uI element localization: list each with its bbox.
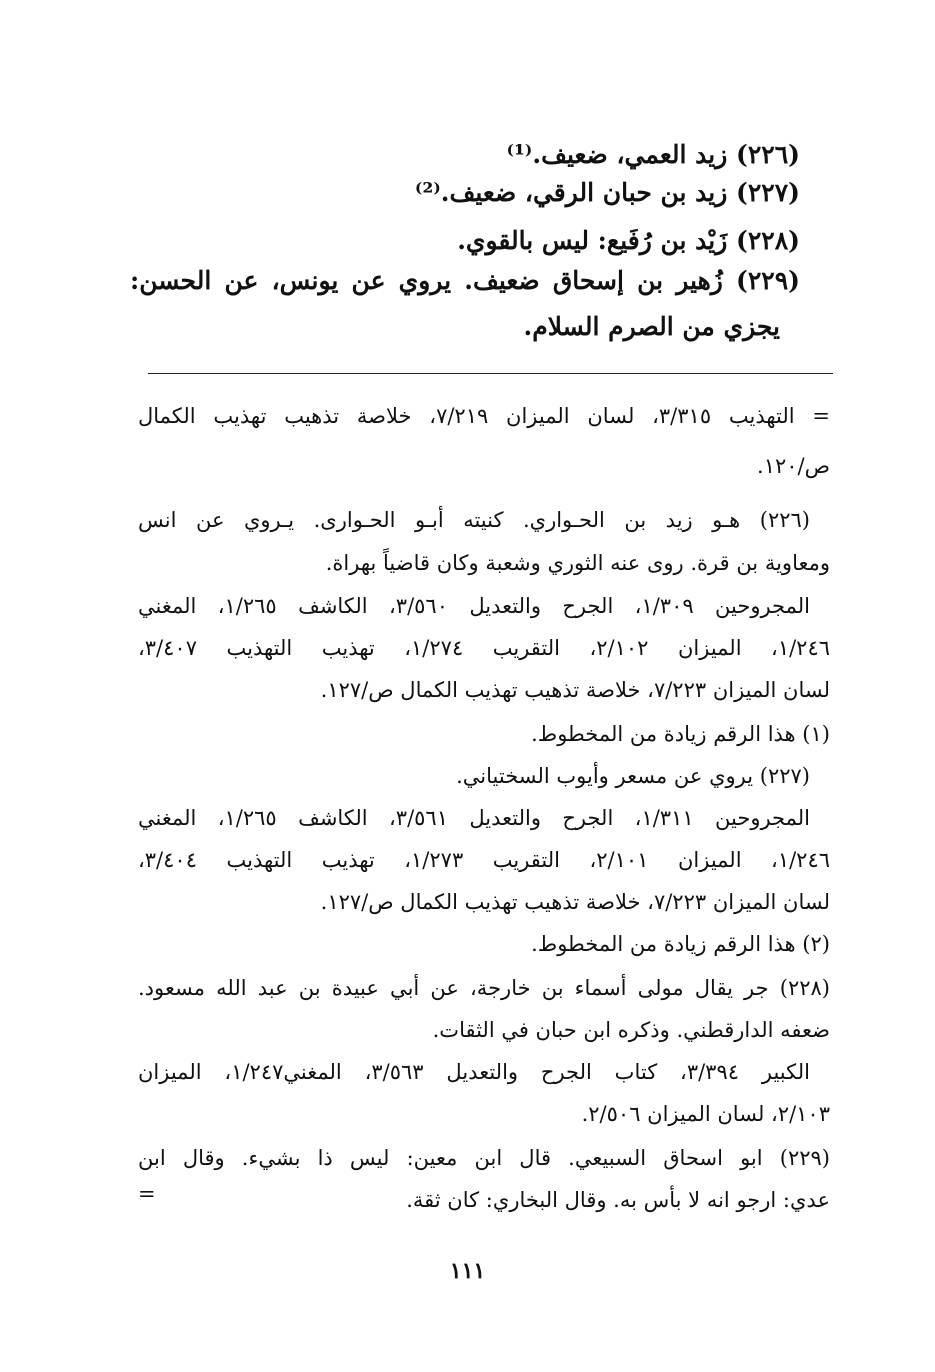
footnote-line: لسان الميزان ٧/٢٢٣، خلاصة تذهيب تهذيب الكمال ص/١٢٧.: [320, 678, 830, 702]
footnote-line: ص/١٢٠.: [757, 454, 830, 478]
footnote-227: (٢٢٧) يروي عن مسعر وأيوب السختياني.: [456, 764, 810, 788]
footnote-line: ١/٢٤٦، الميزان ٢/١٠١، التقريب ١/٢٧٣، تهذيب التهذيب ٣/٤٠٤،: [138, 848, 831, 872]
footnote-line: ومعاوية بن قرة. روى عنه الثوري وشعبة وكان قاضياً بهراة.: [325, 551, 830, 575]
footnote-226: (٢٢٦) هـو زيد بن الحـواري. كنيته أبـو الحـوارى. يـروي عن انس: [138, 508, 810, 532]
footnote-line: ١/٢٤٦، الميزان ٢/١٠٢، التقريب ١/٢٧٤، تهذيب التهذيب ٣/٤٠٧،: [138, 636, 831, 660]
footnote-line: ٢/١٠٣، لسان الميزان ٢/٥٠٦.: [581, 1102, 830, 1126]
footnote-228: (٢٢٨) جر يقال مولى أسماء بن خارجة، عن أبي عبيدة بن عبد الله مسعود.: [138, 976, 830, 1000]
entry-227: (٢٢٧) زيد بن حبان الرقي، ضعيف.⁽²⁾: [414, 178, 800, 207]
footnote-1: (١) هذا الرقم زيادة من المخطوط.: [531, 722, 830, 746]
entry-229-continuation: يجزي من الصرم السلام.: [523, 312, 780, 341]
footnote-line: لسان الميزان ٧/٢٢٣، خلاصة تذهيب تهذيب الكمال ص/١٢٧.: [320, 890, 830, 914]
entry-229: (٢٢٩) زُهير بن إسحاق ضعيف. يروي عن يونس، عن الحسن:: [130, 266, 800, 295]
footnote-line: = التهذيب ٣/٣١٥، لسان الميزان ٧/٢١٩، خلاصة تذهيب تهذيب الكمال: [138, 404, 831, 428]
page-number: ١١١: [449, 1258, 486, 1284]
footnote-line: ضعفه الدارقطني. وذكره ابن حبان في الثقات.: [432, 1018, 830, 1042]
footnote-229: (٢٢٩) ابو اسحاق السبيعي. قال ابن معين: ليس ذا بشيء. وقال ابن: [138, 1146, 830, 1170]
entry-228: (٢٢٨) زَيْد بن رُفَيع: ليس بالقوي.: [457, 226, 800, 255]
footnote-2: (٢) هذا الرقم زيادة من المخطوط.: [531, 932, 830, 956]
entry-226: (٢٢٦) زيد العمي، ضعيف.⁽¹⁾: [506, 140, 800, 169]
continuation-marker: =: [138, 1182, 156, 1206]
footnote-line: المجروحين ١/٣١١، الجرح والتعديل ٣/٥٦١، الكاشف ١/٢٦٥، المغني: [138, 806, 810, 830]
footnote-separator: [148, 373, 833, 374]
footnote-line: الكبير ٣/٣٩٤، كتاب الجرح والتعديل ٣/٥٦٣، المغني١/٢٤٧، الميزان: [138, 1060, 810, 1084]
footnote-line: عدي: ارجو انه لا بأس به. وقال البخاري: كان ثقة.: [406, 1188, 830, 1212]
footnote-line: المجروحين ١/٣٠٩، الجرح والتعديل ٣/٥٦٠، الكاشف ١/٢٦٥، المغني: [138, 594, 810, 618]
